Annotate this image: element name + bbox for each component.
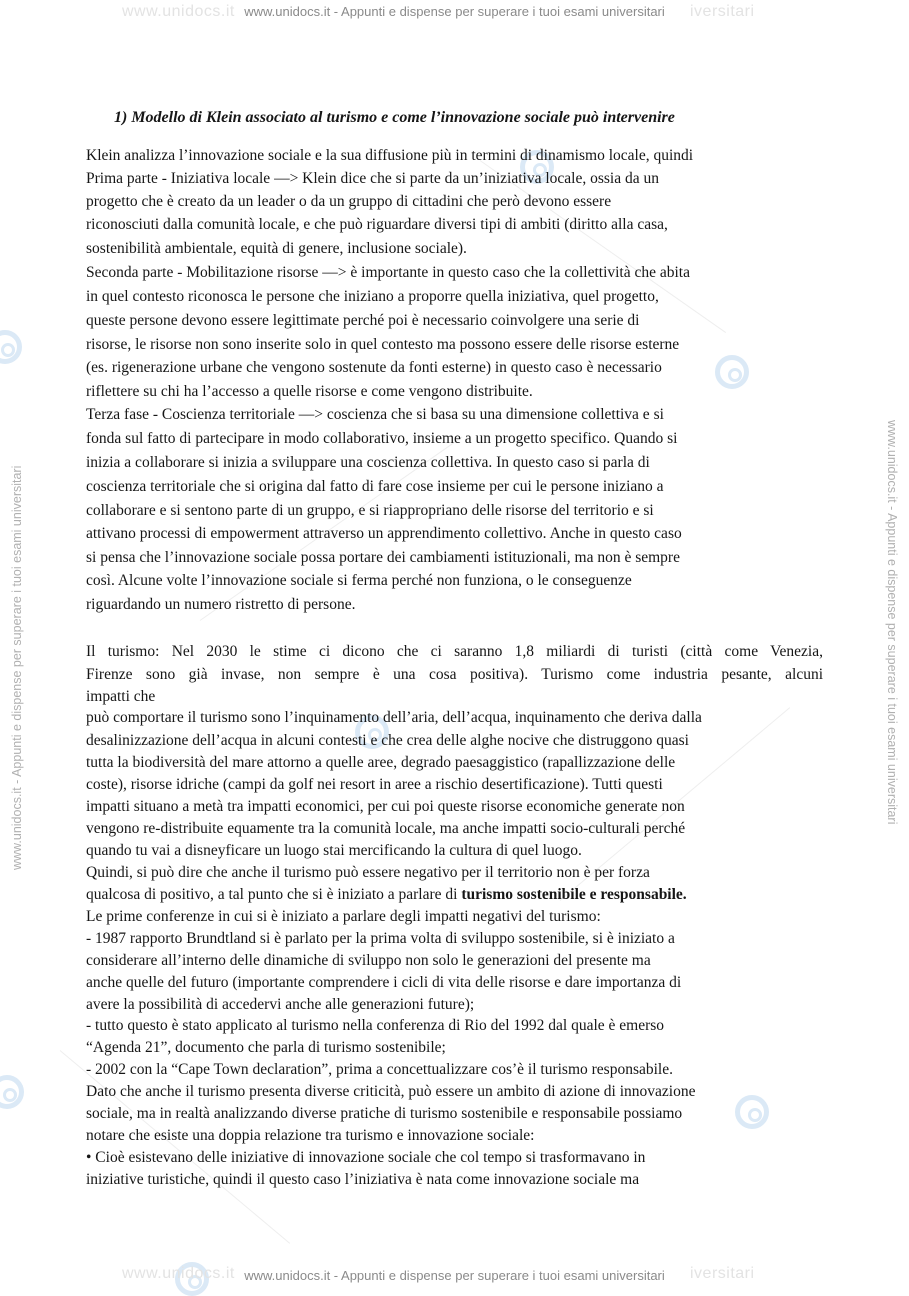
watermark-faint-top-right: iversitari: [690, 3, 755, 20]
text-line: Klein analizza l’innovazione sociale e la sua diffusione più in termini di dinamismo locale, quindi: [86, 147, 694, 164]
text-line: riguardando un numero ristretto di persone.: [86, 596, 356, 613]
text-line: (es. rigenerazione urbane che vengono sostenute da fonti esterne) in questo caso è necessario: [86, 359, 662, 376]
text-line: impatti situano a metà tra impatti economici, per cui poi queste risorse economiche generate non: [86, 798, 685, 815]
text-line: sociale, ma in realtà analizzando diverse pratiche di turismo sostenibile e responsabile possiamo: [86, 1105, 683, 1122]
text-line: Firenze sono già invase, non sempre è una cosa positiva). Turismo come industria pesante, alcuni: [86, 666, 823, 683]
text-line: Dato che anche il turismo presenta diverse criticità, può essere un ambito di azione di innovazione: [86, 1083, 696, 1100]
text-line: impatti che: [86, 688, 156, 705]
watermark-faint-bottom-right: iversitari: [690, 1265, 755, 1282]
text-line: così. Alcune volte l’innovazione sociale si ferma perché non funziona, o le conseguenze: [86, 572, 632, 589]
text-line: riconosciuti dalla comunità locale, e che può riguardare diversi tipi di ambiti (diritto alla casa,: [86, 216, 668, 233]
text-line: - 2002 con la “Cape Town declaration”, prima a concettualizzare cos’è il turismo responsabile.: [86, 1061, 673, 1078]
text-line: sostenibilità ambientale, equità di genere, inclusione sociale).: [86, 240, 467, 257]
watermark-faint-bottom: www.unidocs.it: [122, 1265, 235, 1282]
watermark-side-right: www.unidocs.it - Appunti e dispense per superare i tuoi esami universitari: [885, 420, 899, 825]
text-line: notare che esiste una doppia relazione tra turismo e innovazione sociale:: [86, 1127, 535, 1144]
watermark-logo-icon: [0, 1075, 24, 1109]
text-line: “Agenda 21”, documento che parla di turismo sostenibile;: [86, 1039, 446, 1056]
text-line: Il turismo: Nel 2030 le stime ci dicono che ci saranno 1,8 miliardi di turisti (città come Venezia,: [86, 643, 823, 660]
section-title: 1) Modello di Klein associato al turismo e come l’innovazione sociale può intervenire: [114, 109, 675, 126]
text-line: avere la possibilità di accedervi anche alle generazioni future);: [86, 996, 475, 1013]
text-line: considerare all’interno delle dinamiche di sviluppo non solo le generazioni del presente ma: [86, 952, 651, 969]
text-line: riflettere su chi ha l’accesso a quelle risorse e come vengono distribuite.: [86, 383, 533, 400]
watermark-logo-icon: [0, 330, 22, 364]
text-line: vengono re-distribuite equamente tra la comunità locale, ma anche impatti socio-culturali perché: [86, 820, 686, 837]
watermark-side-left: www.unidocs.it - Appunti e dispense per superare i tuoi esami universitari: [10, 465, 24, 870]
text-line: queste persone devono essere legittimate perché poi è necessario coinvolgere una serie di: [86, 312, 640, 329]
text-line-with-bold: [86, 884, 687, 906]
text-line: in quel contesto riconosca le persone che iniziano a proporre quella iniziativa, quel progetto,: [86, 288, 659, 305]
text-line: tutta la biodiversità del mare attorno a quelle aree, degrado paesaggistico (rapallizzazione delle: [86, 754, 676, 771]
bold-phrase: turismo sostenibile e responsabile.: [461, 886, 687, 903]
text-span: qualcosa di positivo, a tal punto che si è iniziato a parlare di: [86, 886, 462, 903]
text-line: attivano processi di empowerment attraverso un apprendimento collettivo. Anche in questo caso: [86, 525, 682, 542]
text-line: coste), risorse idriche (campi da golf nei resort in aree a rischio desertificazione). Tutti questi: [86, 776, 663, 793]
text-line: si pensa che l’innovazione sociale possa portare dei cambiamenti istituzionali, ma non è sempre: [86, 549, 680, 566]
watermark-logo-icon: [735, 1095, 769, 1129]
text-line: può comportare il turismo sono l’inquinamento dell’aria, dell’acqua, inquinamento che deriva dalla: [86, 709, 702, 726]
text-line: collaborare e si sentono parte di un gruppo, e si riappropriano delle risorse del territorio e si: [86, 502, 654, 519]
text-line: progetto che è creato da un leader o da un gruppo di cittadini che però devono essere: [86, 193, 612, 210]
text-line: risorse, le risorse non sono inserite solo in quel contesto ma possono essere delle risorse esterne: [86, 336, 680, 353]
watermark-footer: www.unidocs.it - Appunti e dispense per superare i tuoi esami universitari: [244, 1268, 665, 1283]
text-line: desalinizzazione dell’acqua in alcuni contesti e che crea delle alghe nocive che distruggono quasi: [86, 732, 689, 749]
text-line: Le prime conferenze in cui si è iniziato a parlare degli impatti negativi del turismo:: [86, 908, 601, 925]
text-line: fonda sul fatto di partecipare in modo collaborativo, insieme a un progetto specifico. Quando si: [86, 430, 678, 447]
watermark-faint-top: www.unidocs.it: [122, 3, 235, 20]
text-line: Terza fase - Coscienza territoriale —> coscienza che si basa su una dimensione collettiva e si: [86, 406, 664, 423]
watermark-header: www.unidocs.it - Appunti e dispense per superare i tuoi esami universitari: [244, 4, 665, 19]
text-line: coscienza territoriale che si origina dal fatto di fare cose insieme per cui le persone iniziano a: [86, 478, 664, 495]
text-line: - 1987 rapporto Brundtland si è parlato per la prima volta di sviluppo sostenibile, si è iniziato a: [86, 930, 675, 947]
text-line: anche quelle del futuro (importante comprendere i cicli di vita delle risorse e dare importanza di: [86, 974, 682, 991]
text-line: Seconda parte - Mobilitazione risorse —> è importante in questo caso che la collettività che abita: [86, 264, 690, 281]
text-line: Quindi, si può dire che anche il turismo può essere negativo per il territorio non è per forza: [86, 864, 650, 881]
text-line: iniziative turistiche, quindi il questo caso l’iniziativa è nata come innovazione sociale ma: [86, 1171, 640, 1188]
text-line: Prima parte - Iniziativa locale —> Klein dice che si parte da un’iniziativa locale, ossia da un: [86, 170, 659, 187]
text-line: inizia a collaborare si inizia a sviluppare una coscienza collettiva. In questo caso si parla di: [86, 454, 650, 471]
text-line: - tutto questo è stato applicato al turismo nella conferenza di Rio del 1992 dal quale è emerso: [86, 1017, 665, 1034]
watermark-logo-icon: [715, 355, 749, 389]
text-line: • Cioè esistevano delle iniziative di innovazione sociale che col tempo si trasformavano in: [86, 1149, 646, 1166]
text-line: quando tu vai a disneyficare un luogo stai mercificando la cultura di quel luogo.: [86, 842, 582, 859]
